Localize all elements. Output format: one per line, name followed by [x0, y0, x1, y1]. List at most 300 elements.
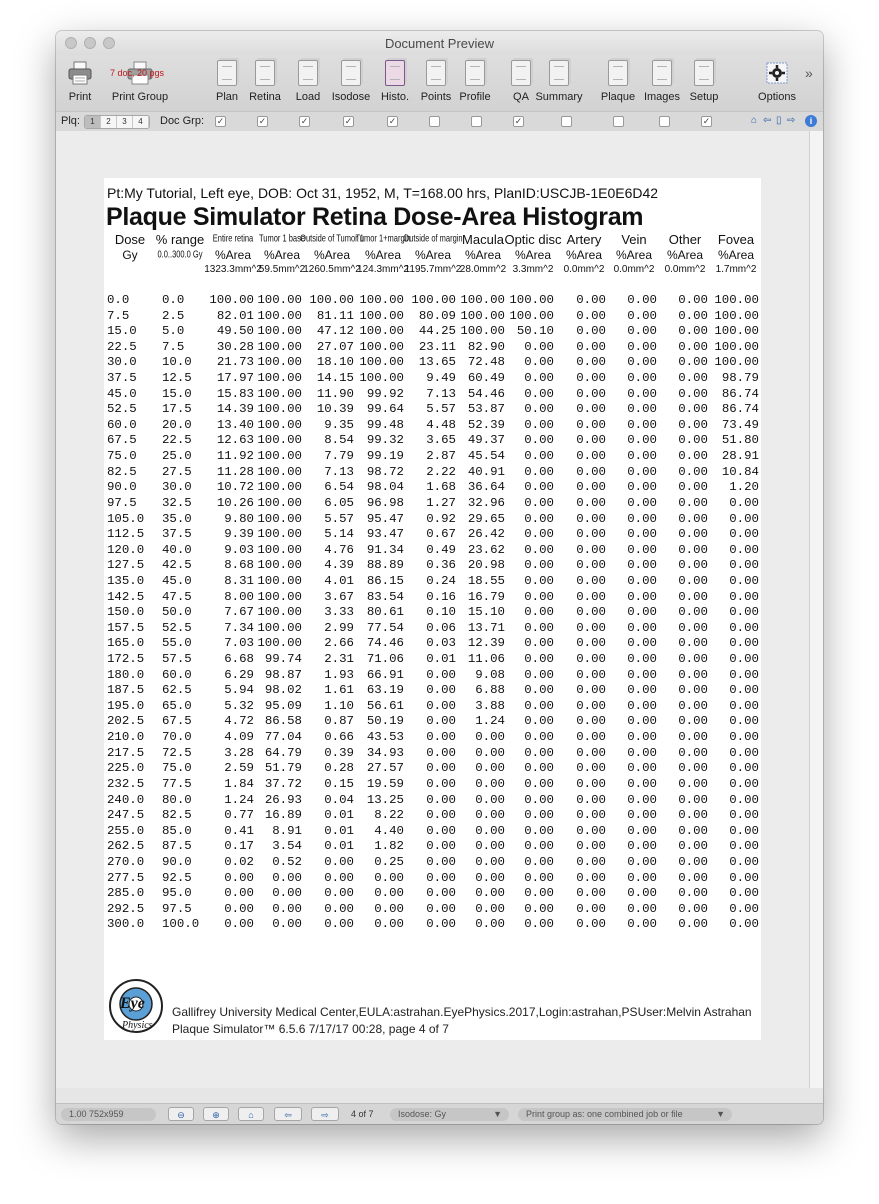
table-cell: 100.00 [359, 371, 404, 386]
table-cell: 56.61 [366, 698, 404, 713]
table-row [104, 496, 761, 512]
table-cell: 30.0 [107, 355, 137, 370]
table-cell: 91.34 [366, 542, 404, 557]
table-cell: 8.00 [224, 589, 254, 604]
table-cell: 0.52 [272, 854, 302, 869]
table-cell: 2.31 [324, 652, 354, 667]
table-cell: 9.49 [426, 371, 456, 386]
table-cell: 0.00 [678, 823, 708, 838]
table-cell: 21.73 [216, 355, 254, 370]
toolbar-setup-button[interactable]: Setup [681, 55, 727, 111]
toolbar-qa-button[interactable]: QA [498, 55, 544, 111]
doc-group-checkbox[interactable]: ✓ [216, 116, 225, 126]
table-cell: 0.00 [678, 355, 708, 370]
table-cell: 50.19 [366, 714, 404, 729]
table-cell: 0.00 [524, 792, 554, 807]
table-cell: 232.5 [107, 776, 145, 791]
table-cell: 0.00 [627, 449, 657, 464]
options-button[interactable]: Options [754, 55, 800, 111]
table-cell: 98.04 [366, 480, 404, 495]
table-cell: 0.00 [729, 511, 759, 526]
plaque-option-3[interactable]: 3 [117, 116, 133, 128]
doc-group-checkbox[interactable] [429, 116, 440, 127]
table-cell: 0.00 [678, 417, 708, 432]
isodose-unit-select[interactable]: Isodose: Gy ▼ [390, 1108, 509, 1121]
table-cell: 0.00 [576, 324, 606, 339]
table-cell: 15.83 [216, 386, 254, 401]
table-row [104, 527, 761, 543]
table-cell: 3.67 [324, 589, 354, 604]
table-cell: 0.00 [374, 917, 404, 932]
table-cell: 0.24 [426, 573, 456, 588]
table-cell: 7.34 [224, 620, 254, 635]
table-cell: 100.00 [257, 402, 302, 417]
table-cell: 0.00 [576, 714, 606, 729]
table-cell: 0.00 [678, 308, 708, 323]
table-row [104, 465, 761, 481]
table-cell: 100.00 [714, 324, 759, 339]
column-header-h1: % range [155, 232, 205, 247]
table-cell: 0.00 [524, 495, 554, 510]
table-cell: 100.00 [257, 480, 302, 495]
table-cell: 0.00 [729, 776, 759, 791]
table-cell: 47.5 [162, 589, 192, 604]
toolbar-profile-button[interactable]: Profile [452, 55, 498, 111]
table-cell: 0.00 [426, 683, 456, 698]
table-cell: 0.00 [524, 605, 554, 620]
table-cell: 100.00 [460, 308, 505, 323]
table-cell: 0.00 [524, 527, 554, 542]
column-header-h1: Dose [114, 232, 146, 247]
table-row [104, 402, 761, 418]
table-cell: 0.00 [627, 371, 657, 386]
table-cell: 0.92 [426, 511, 456, 526]
plaque-selector[interactable] [84, 115, 150, 129]
table-cell: 37.5 [107, 371, 137, 386]
table-cell: 0.00 [576, 917, 606, 932]
table-cell: 54.46 [467, 386, 505, 401]
page-title: Plaque Simulator Retina Dose-Area Histogram [106, 203, 644, 231]
table-cell: 0.00 [627, 652, 657, 667]
table-cell: 43.53 [366, 730, 404, 745]
table-cell: 100.00 [257, 573, 302, 588]
table-cell: 0.00 [475, 792, 505, 807]
table-cell: 2.87 [426, 449, 456, 464]
info-icon[interactable]: i [805, 115, 817, 127]
table-cell: 0.00 [524, 417, 554, 432]
table-cell: 100.00 [257, 589, 302, 604]
table-cell: 0.00 [576, 558, 606, 573]
table-cell: 0.00 [576, 823, 606, 838]
table-cell: 0.00 [729, 792, 759, 807]
table-cell: 0.04 [324, 792, 354, 807]
table-cell: 0.00 [524, 808, 554, 823]
doc-group-checkbox[interactable]: ✓ [300, 116, 309, 126]
table-cell: 0.00 [524, 714, 554, 729]
table-cell: 82.01 [216, 308, 254, 323]
table-cell: 0.00 [524, 652, 554, 667]
table-cell: 60.49 [467, 371, 505, 386]
doc-group-checkbox[interactable] [659, 116, 670, 127]
table-cell: 99.32 [366, 433, 404, 448]
toolbar-histogram-button[interactable]: Histo. [372, 55, 418, 111]
next-page-button[interactable]: ⇨ [311, 1107, 339, 1121]
column-header-h2: %Area [414, 248, 452, 262]
table-cell: 97.5 [162, 901, 192, 916]
table-cell: 86.15 [366, 573, 404, 588]
table-cell: 100.00 [257, 371, 302, 386]
table-cell: 50.0 [162, 605, 192, 620]
zoom-in-button[interactable]: ⊕ [203, 1107, 229, 1121]
table-cell: 0.00 [678, 449, 708, 464]
table-cell: 86.74 [721, 386, 759, 401]
table-cell: 0.00 [678, 917, 708, 932]
table-cell: 0.00 [524, 355, 554, 370]
table-row [104, 761, 761, 777]
table-cell: 12.39 [467, 636, 505, 651]
toolbar-summary-button[interactable]: Summary [536, 55, 582, 111]
table-cell: 100.00 [257, 527, 302, 542]
table-cell: 0.00 [627, 776, 657, 791]
table-cell: 0.00 [729, 714, 759, 729]
table-cell: 1.24 [475, 714, 505, 729]
table-row [104, 839, 761, 855]
table-cell: 8.68 [224, 558, 254, 573]
toolbar-images-button[interactable]: Images [639, 55, 685, 111]
toolbar-plan-button[interactable]: Plan [204, 55, 250, 111]
table-cell: 9.39 [224, 527, 254, 542]
table-cell: 100.00 [257, 620, 302, 635]
table-cell: 17.5 [162, 402, 192, 417]
table-cell: 3.28 [224, 745, 254, 760]
table-cell: 0.00 [524, 776, 554, 791]
table-cell: 0.00 [524, 480, 554, 495]
table-row [104, 480, 761, 496]
table-cell: 292.5 [107, 901, 145, 916]
table-cell: 0.00 [475, 823, 505, 838]
doc-group-checkbox[interactable] [613, 116, 624, 127]
table-cell: 71.06 [366, 652, 404, 667]
table-cell: 45.0 [162, 573, 192, 588]
doc-group-checkbox[interactable] [471, 116, 482, 127]
table-cell: 23.62 [467, 542, 505, 557]
table-cell: 0.00 [678, 698, 708, 713]
table-cell: 1.93 [324, 667, 354, 682]
doc-group-checkbox[interactable]: ✓ [388, 116, 397, 126]
document-icon[interactable]: ▯ [776, 115, 782, 126]
doc-group-checkbox[interactable]: ✓ [258, 116, 267, 126]
table-cell: 0.00 [627, 464, 657, 479]
table-cell: 85.0 [162, 823, 192, 838]
table-cell: 53.87 [467, 402, 505, 417]
table-cell: 80.0 [162, 792, 192, 807]
points-page-icon [422, 58, 450, 88]
table-cell: 0.00 [729, 870, 759, 885]
toolbar-isodose-button[interactable]: Isodose [328, 55, 374, 111]
doc-group-checkbox[interactable]: ✓ [514, 116, 523, 126]
table-cell: 0.00 [426, 886, 456, 901]
print-group-mode-select[interactable]: Print group as: one combined job or file ▼ [518, 1108, 732, 1121]
table-cell: 87.5 [162, 839, 192, 854]
table-cell: 18.10 [316, 355, 354, 370]
table-cell: 0.00 [729, 839, 759, 854]
table-cell: 4.40 [374, 823, 404, 838]
table-cell: 86.58 [264, 714, 302, 729]
table-cell: 100.00 [257, 542, 302, 557]
table-cell: 1.27 [426, 495, 456, 510]
table-cell: 0.00 [678, 776, 708, 791]
next-page-icon[interactable]: ⇨ [787, 115, 796, 126]
toolbar-plaque-button[interactable]: Plaque [595, 55, 641, 111]
table-cell: 0.00 [272, 870, 302, 885]
table-cell: 0.00 [524, 870, 554, 885]
column-header-h2: %Area [313, 248, 351, 262]
table-cell: 32.5 [162, 495, 192, 510]
column-header-h2: %Area [214, 248, 252, 262]
plaque-option-4[interactable]: 4 [133, 116, 149, 128]
table-cell: 27.5 [162, 464, 192, 479]
plaque-option-1[interactable]: 1 [85, 116, 101, 128]
table-cell: 0.00 [627, 542, 657, 557]
doc-group-checkbox[interactable] [561, 116, 572, 127]
table-cell: 0.00 [524, 449, 554, 464]
print-group-button[interactable]: 7 doc, 20 pgs Print Group [106, 55, 174, 111]
table-cell: 5.94 [224, 683, 254, 698]
table-cell: 11.28 [216, 464, 254, 479]
table-cell: 0.39 [324, 745, 354, 760]
table-cell: 73.49 [721, 417, 759, 432]
table-row [104, 590, 761, 606]
table-cell: 187.5 [107, 683, 145, 698]
toolbar-retina-button[interactable]: Retina [242, 55, 288, 111]
table-cell: 13.40 [216, 417, 254, 432]
table-cell: 4.09 [224, 730, 254, 745]
column-header-h3: 0.0mm^2 [664, 264, 706, 275]
table-cell: 16.89 [264, 808, 302, 823]
table-cell: 202.5 [107, 714, 145, 729]
table-cell: 6.68 [224, 652, 254, 667]
table-row [104, 574, 761, 590]
table-cell: 0.00 [627, 386, 657, 401]
table-cell: 0.00 [729, 605, 759, 620]
table-cell: 90.0 [107, 480, 137, 495]
table-cell: 75.0 [162, 761, 192, 776]
table-cell: 142.5 [107, 589, 145, 604]
table-cell: 0.00 [627, 573, 657, 588]
table-cell: 40.0 [162, 542, 192, 557]
table-cell: 0.00 [729, 886, 759, 901]
previous-page-button[interactable]: ⇦ [274, 1107, 302, 1121]
table-cell: 172.5 [107, 652, 145, 667]
table-cell: 0.00 [524, 511, 554, 526]
table-cell: 63.19 [366, 683, 404, 698]
doc-group-checkbox[interactable]: ✓ [702, 116, 711, 126]
doc-group-checkbox[interactable]: ✓ [344, 116, 353, 126]
table-cell: 0.00 [729, 854, 759, 869]
setup-page-icon [690, 58, 718, 88]
table-cell: 0.00 [576, 293, 606, 307]
table-cell: 0.00 [627, 527, 657, 542]
table-cell: 0.00 [324, 886, 354, 901]
table-cell: 135.0 [107, 573, 145, 588]
table-cell: 0.00 [678, 808, 708, 823]
document-page [104, 178, 761, 1040]
table-cell: 1.68 [426, 480, 456, 495]
table-cell: 77.5 [162, 776, 192, 791]
table-cell: 100.00 [714, 293, 759, 307]
table-cell: 285.0 [107, 886, 145, 901]
table-cell: 49.50 [216, 324, 254, 339]
table-row [104, 808, 761, 824]
table-cell: 0.00 [627, 480, 657, 495]
table-cell: 0.01 [324, 839, 354, 854]
table-cell: 67.5 [162, 714, 192, 729]
table-cell: 15.0 [107, 324, 137, 339]
table-cell: 11.90 [316, 386, 354, 401]
table-cell: 16.79 [467, 589, 505, 604]
home-page-button[interactable]: ⌂ [238, 1107, 264, 1121]
table-cell: 3.65 [426, 433, 456, 448]
table-cell: 0.00 [678, 589, 708, 604]
table-cell: 100.00 [359, 355, 404, 370]
table-cell: 8.31 [224, 573, 254, 588]
table-cell: 0.00 [729, 683, 759, 698]
table-cell: 157.5 [107, 620, 145, 635]
zoom-out-button[interactable]: ⊖ [168, 1107, 194, 1121]
column-header-h2: %Area [514, 248, 552, 262]
table-row [104, 652, 761, 668]
toolbar-overflow-button[interactable]: » [805, 65, 813, 81]
summary-page-icon [545, 58, 573, 88]
table-cell: 40.91 [467, 464, 505, 479]
table-cell: 0.00 [324, 901, 354, 916]
table-cell: 262.5 [107, 839, 145, 854]
table-cell: 98.72 [366, 464, 404, 479]
table-cell: 0.00 [426, 745, 456, 760]
column-header-h2: %Area [666, 248, 704, 262]
preview-area [56, 131, 809, 1088]
column-header-h1: Artery [566, 232, 602, 247]
table-cell: 0.00 [524, 745, 554, 760]
table-cell: 64.79 [264, 745, 302, 760]
toolbar-points-button[interactable]: Points [413, 55, 459, 111]
table-cell: 0.00 [627, 495, 657, 510]
table-cell: 82.90 [467, 339, 505, 354]
print-button[interactable]: Print [64, 55, 96, 111]
table-cell: 0.00 [224, 886, 254, 901]
table-cell: 0.00 [627, 886, 657, 901]
table-cell: 100.00 [714, 339, 759, 354]
table-cell: 0.00 [576, 901, 606, 916]
vertical-scrollbar[interactable] [809, 131, 823, 1088]
print-group-icon [106, 58, 174, 88]
table-cell: 105.0 [107, 511, 145, 526]
table-cell: 0.00 [627, 355, 657, 370]
table-cell: 100.00 [257, 355, 302, 370]
prev-page-icon[interactable]: ⇦ [763, 115, 772, 126]
table-cell: 0.00 [475, 730, 505, 745]
table-cell: 52.5 [107, 402, 137, 417]
table-cell: 17.97 [216, 371, 254, 386]
table-row [104, 824, 761, 840]
table-cell: 37.5 [162, 527, 192, 542]
table-cell: 11.92 [216, 449, 254, 464]
column-header-h1: Optic disc [504, 232, 562, 247]
table-cell: 0.00 [678, 433, 708, 448]
table-cell: 100.00 [257, 308, 302, 323]
table-cell: 22.5 [162, 433, 192, 448]
table-cell: 0.00 [678, 558, 708, 573]
table-cell: 3.88 [475, 698, 505, 713]
table-cell: 77.04 [264, 730, 302, 745]
table-cell: 20.0 [162, 417, 192, 432]
column-header-h1: Other [668, 232, 702, 247]
table-cell: 0.00 [576, 730, 606, 745]
table-cell: 0.17 [224, 839, 254, 854]
table-row [104, 636, 761, 652]
table-cell: 0.00 [324, 870, 354, 885]
table-cell: 5.14 [324, 527, 354, 542]
table-row [104, 855, 761, 871]
table-cell: 0.00 [475, 776, 505, 791]
table-cell: 55.0 [162, 636, 192, 651]
table-cell: 0.66 [324, 730, 354, 745]
column-header-h3: 1195.7mm^2 [404, 264, 462, 275]
table-cell: 0.00 [627, 417, 657, 432]
table-cell: 0.00 [475, 839, 505, 854]
plaque-option-2[interactable]: 2 [101, 116, 117, 128]
table-cell: 22.5 [107, 339, 137, 354]
table-cell: 0.00 [729, 808, 759, 823]
images-page-icon [648, 58, 676, 88]
table-cell: 0.00 [426, 854, 456, 869]
zoom-info: 1.00 752x959 [61, 1108, 156, 1121]
table-cell: 300.0 [107, 917, 145, 932]
table-cell: 150.0 [107, 605, 145, 620]
table-cell: 12.63 [216, 433, 254, 448]
column-header-h1: Outside of margin [403, 232, 463, 245]
table-cell: 8.22 [374, 808, 404, 823]
table-cell: 0.00 [678, 730, 708, 745]
table-cell: 7.13 [324, 464, 354, 479]
column-header-h1: Macula [462, 232, 504, 247]
table-cell: 80.61 [366, 605, 404, 620]
table-cell: 99.48 [366, 417, 404, 432]
table-cell: 1.82 [374, 839, 404, 854]
table-cell: 80.09 [418, 308, 456, 323]
table-cell: 0.00 [627, 901, 657, 916]
home-icon[interactable]: ⌂ [751, 115, 758, 126]
table-row [104, 512, 761, 528]
print-group-info: 7 doc, 20 pgs [110, 68, 165, 78]
table-cell: 5.0 [162, 324, 185, 339]
table-cell: 5.57 [324, 511, 354, 526]
table-cell: 0.00 [576, 854, 606, 869]
table-cell: 100.00 [257, 558, 302, 573]
table-cell: 1.10 [324, 698, 354, 713]
table-cell: 42.5 [162, 558, 192, 573]
title-bar [56, 31, 823, 55]
table-cell: 0.00 [524, 917, 554, 932]
table-cell: 7.5 [162, 339, 185, 354]
table-cell: 0.00 [678, 901, 708, 916]
table-cell: 0.03 [426, 636, 456, 651]
table-cell: 29.65 [467, 511, 505, 526]
table-cell: 5.57 [426, 402, 456, 417]
table-cell: 7.5 [107, 308, 130, 323]
toolbar-load-button[interactable]: Load [285, 55, 331, 111]
table-cell: 86.74 [721, 402, 759, 417]
